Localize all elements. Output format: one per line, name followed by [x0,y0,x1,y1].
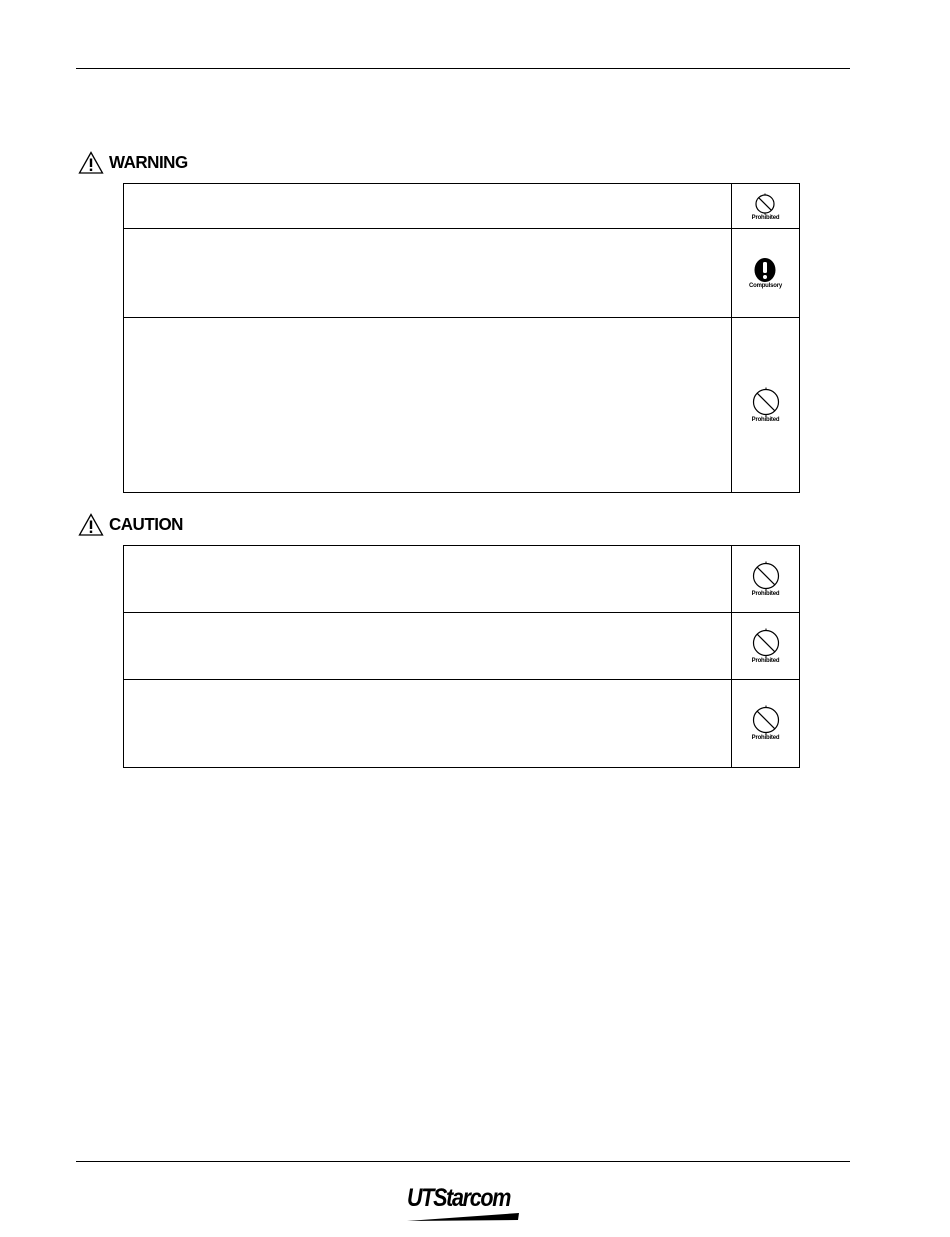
warning-triangle-icon [78,151,104,175]
prohibited-icon [752,191,780,222]
prohibited-icon [751,561,781,598]
warning-row-text [124,318,732,493]
caution-row-text [124,613,732,680]
compulsory-icon [749,257,782,290]
warning-table [123,183,800,493]
header-rule [76,68,850,69]
warning-row [124,184,800,229]
caution-row [124,613,800,680]
warning-heading-text: WARNING [109,152,188,173]
logo-swoosh-icon [405,1210,523,1224]
prohibited-icon-caption: Prohibited [751,735,780,741]
warning-triangle-icon [78,513,104,537]
prohibited-icon-caption: Prohibited [751,214,780,221]
caution-heading-text: CAUTION [109,514,183,535]
warning-row [124,318,800,493]
prohibited-icon-caption: Prohibited [751,657,780,664]
footer-rule [76,1161,850,1162]
warning-row [124,229,800,318]
caution-row [124,680,800,768]
caution-table [123,545,800,768]
warning-row-text [124,184,732,229]
prohibited-icon-caption: Prohibited [751,590,780,597]
prohibited-icon-caption: Prohibited [751,416,780,423]
warning-heading [78,151,188,175]
logo-text: UTStarcom [407,1184,511,1212]
prohibited-icon [751,387,781,424]
prohibited-icon [751,705,781,742]
utstarcom-logo [405,1184,523,1224]
caution-row-text [124,546,732,613]
compulsory-icon-caption: Compulsory [748,282,782,289]
caution-row [124,546,800,613]
warning-row-text [124,229,732,318]
caution-row-text [124,680,732,768]
prohibited-icon [751,628,781,665]
caution-heading [78,513,183,537]
